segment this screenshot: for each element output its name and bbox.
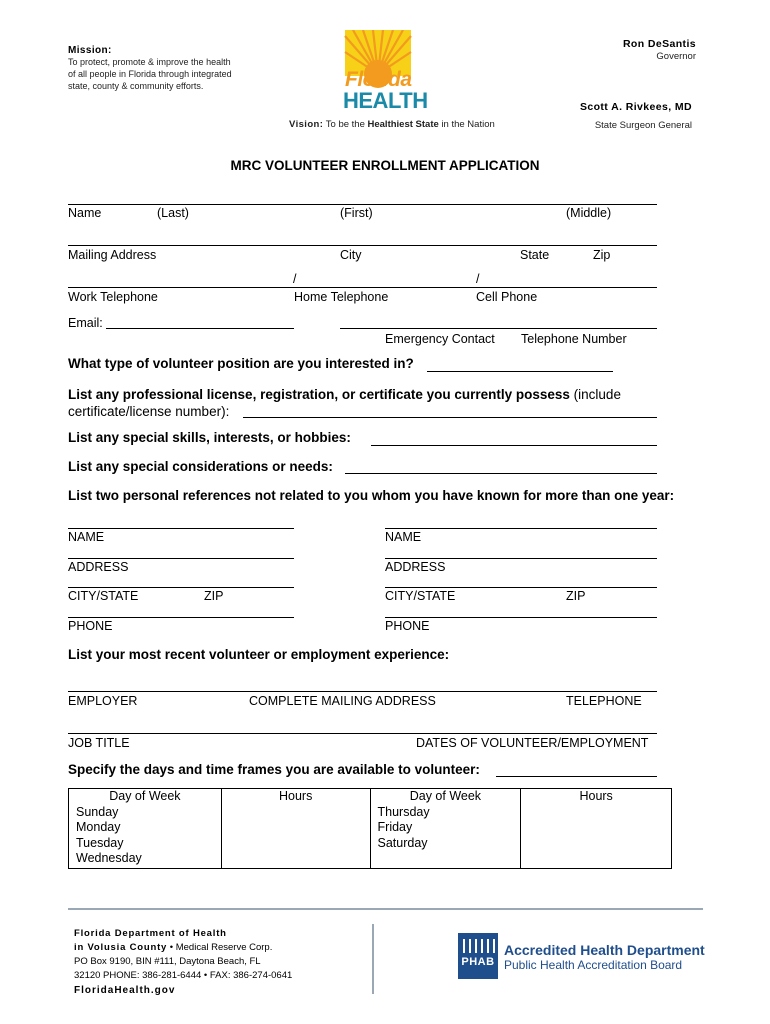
last-name-label: (Last) — [157, 206, 189, 220]
vision-text-end: in the Nation — [438, 119, 495, 130]
ref1-phone-field[interactable] — [68, 617, 294, 618]
day-of-week-header: Day of Week — [109, 789, 181, 803]
footer-contact-block — [74, 927, 292, 998]
ref1-citystate-label: CITY/STATE — [68, 589, 139, 603]
form-title: MRC VOLUNTEER ENROLLMENT APPLICATION — [230, 158, 540, 173]
florida-health-logo — [343, 30, 428, 113]
hours-header: Hours — [278, 789, 313, 803]
considerations-question: List any special considerations or needs: — [68, 459, 333, 474]
ref2-phone-field[interactable] — [385, 617, 657, 618]
skills-field[interactable] — [371, 445, 657, 446]
mission-label: Mission: — [68, 45, 112, 56]
governor-name: Ron DeSantis — [622, 38, 696, 50]
ref2-name-label: NAME — [385, 530, 422, 544]
logo-word-florida: Florida — [345, 68, 412, 91]
name-label: Name — [68, 206, 102, 220]
ref2-phone-label: PHONE — [385, 619, 430, 633]
hours-header: Hours — [579, 789, 613, 803]
experience-question: List your most recent volunteer or employment experience: — [68, 647, 450, 662]
ref2-citystate-label: CITY/STATE — [385, 589, 456, 603]
ref1-name-field[interactable] — [68, 528, 294, 529]
city-label: City — [340, 248, 362, 262]
mailing-address-label: Mailing Address — [68, 248, 157, 262]
ref1-zip-label: ZIP — [204, 589, 224, 603]
ref1-address-label: ADDRESS — [68, 560, 129, 574]
dates-label: DATES OF VOLUNTEER/EMPLOYMENT — [416, 736, 649, 750]
emergency-contact-field[interactable] — [340, 328, 657, 329]
name-field[interactable] — [68, 204, 657, 205]
telephone-label: TELEPHONE — [566, 694, 642, 708]
vision-text: To be the — [323, 119, 368, 130]
ref1-name-label: NAME — [68, 530, 105, 544]
work-telephone-label: Work Telephone — [68, 290, 158, 304]
availability-question: Specify the days and time frames you are available to volunteer: — [68, 762, 480, 777]
vision-bold: Healthiest State — [367, 119, 439, 130]
ref2-citystate-field[interactable] — [385, 587, 657, 588]
middle-name-label: (Middle) — [566, 206, 612, 220]
ref1-citystate-field[interactable] — [68, 587, 294, 588]
left-hours-cell[interactable] — [221, 789, 370, 869]
availability-field[interactable] — [496, 776, 657, 777]
position-question: What type of volunteer position are you interested in? — [68, 356, 414, 371]
emergency-contact-label: Emergency Contact — [385, 332, 495, 346]
job-title-label: JOB TITLE — [68, 736, 130, 750]
vision-statement — [289, 119, 495, 131]
telephone-number-label: Telephone Number — [521, 332, 627, 346]
logo-word-health: HEALTH — [343, 88, 428, 113]
mission-line: of all people in Florida through integrated — [68, 69, 232, 79]
considerations-field[interactable] — [345, 473, 657, 474]
employer-label: EMPLOYER — [68, 694, 138, 708]
right-days-cell — [370, 789, 521, 869]
ref2-zip-label: ZIP — [566, 589, 586, 603]
employer-field[interactable] — [68, 691, 657, 692]
phone-fields[interactable] — [68, 287, 657, 288]
mission-line: state, county & community efforts. — [68, 81, 204, 91]
state-label: State — [520, 248, 550, 262]
email-field[interactable] — [106, 328, 294, 329]
governor-title: Governor — [656, 51, 696, 62]
cell-phone-label: Cell Phone — [476, 290, 538, 304]
zip-label: Zip — [593, 248, 611, 262]
phab-letters: PHAB — [458, 956, 498, 968]
license-question — [68, 387, 621, 402]
vision-label: Vision: — [289, 119, 324, 130]
home-phone-slash: / — [476, 272, 480, 286]
ref1-address-field[interactable] — [68, 558, 294, 559]
position-field[interactable] — [427, 371, 613, 372]
accreditation-title: Accredited Health Department — [504, 942, 705, 958]
website-link[interactable]: FloridaHealth.gov — [74, 985, 176, 996]
accreditation-board: Public Health Accreditation Board — [504, 958, 683, 972]
references-question: List two personal references not related to you whom you have known for more than one year: — [68, 488, 675, 503]
license-question-note: (include — [569, 387, 621, 402]
mission-block — [68, 45, 268, 92]
footer-vertical-divider — [372, 924, 374, 994]
right-hours-cell[interactable] — [521, 789, 672, 869]
day-thursday: Thursday — [377, 804, 430, 819]
accreditation-text — [504, 942, 705, 972]
left-days-cell — [69, 789, 222, 869]
mailing-address-field[interactable] — [68, 245, 657, 246]
dept-address: PO Box 9190, BIN #111, Daytona Beach, FL — [74, 956, 261, 967]
surgeon-title: State Surgeon General — [594, 120, 692, 131]
day-wednesday: Wednesday — [76, 851, 142, 866]
phab-logo — [458, 933, 498, 979]
license-question-bold: List any professional license, registration, or certificate you currently possess — [68, 387, 570, 402]
skills-question: List any special skills, interests, or hobbies: — [68, 430, 351, 445]
license-field[interactable] — [243, 417, 657, 418]
dept-phone-fax: 32120 PHONE: 386-281-6444 • FAX: 386-274-0641 — [74, 970, 293, 981]
complete-address-label: COMPLETE MAILING ADDRESS — [249, 694, 436, 708]
ref1-phone-label: PHONE — [68, 619, 113, 633]
email-label: Email: — [68, 316, 103, 330]
ref2-address-label: ADDRESS — [385, 560, 446, 574]
day-friday: Friday — [377, 820, 413, 835]
job-title-field[interactable] — [68, 733, 657, 734]
license-question-line2: certificate/license number): — [68, 404, 230, 419]
mission-line: To protect, promote & improve the health — [68, 57, 231, 67]
first-name-label: (First) — [340, 206, 373, 220]
day-saturday: Saturday — [377, 835, 428, 850]
day-of-week-header: Day of Week — [409, 789, 482, 803]
day-sunday: Sunday — [76, 804, 119, 819]
availability-table — [68, 788, 672, 869]
ref2-address-field[interactable] — [385, 558, 657, 559]
day-monday: Monday — [76, 820, 121, 835]
footer-divider — [68, 908, 703, 910]
surgeon-name: Scott A. Rivkees, MD — [579, 101, 692, 113]
home-telephone-label: Home Telephone — [294, 290, 389, 304]
dept-county: in Volusia County — [74, 942, 168, 953]
work-phone-slash: / — [293, 272, 297, 286]
dept-name: Florida Department of Health — [74, 928, 227, 939]
day-tuesday: Tuesday — [76, 835, 124, 850]
ref2-name-field[interactable] — [385, 528, 657, 529]
dept-unit: • Medical Reserve Corp. — [167, 942, 273, 953]
dept-county-line — [74, 941, 292, 955]
